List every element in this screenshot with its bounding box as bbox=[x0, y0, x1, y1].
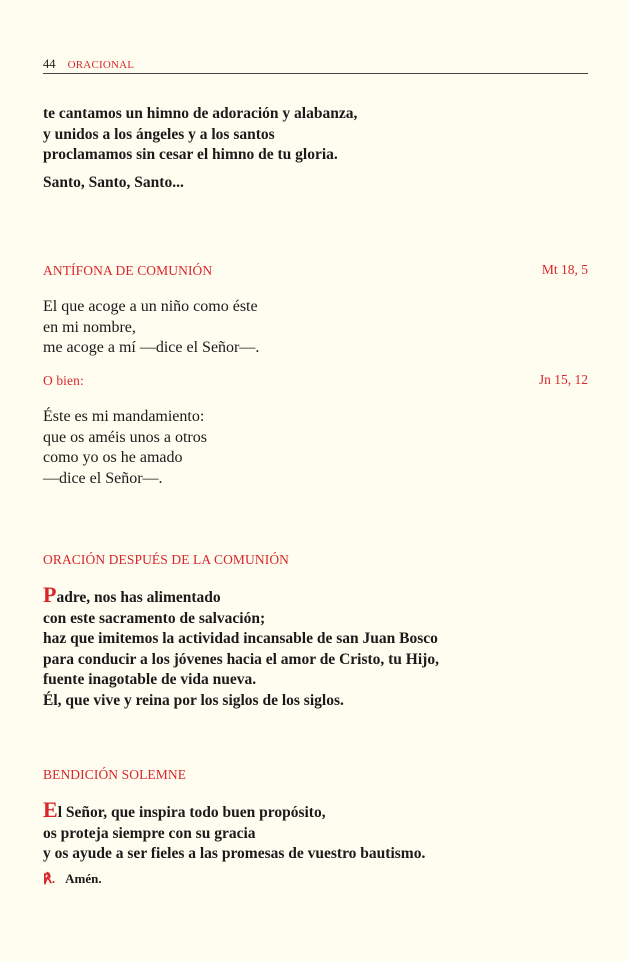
communion-antiphon-heading bbox=[43, 262, 588, 280]
antiphon-text bbox=[43, 297, 588, 359]
post-communion-heading bbox=[43, 551, 588, 569]
running-header bbox=[43, 57, 588, 72]
section-title: ORACIÓN DESPUÉS DE LA COMUNIÓN bbox=[43, 552, 290, 567]
preface-end bbox=[43, 104, 588, 166]
alternative-label: O bien: bbox=[43, 373, 84, 388]
prayer-line: para conducir a los jóvenes hacia el amor de Cristo, tu Hijo, bbox=[43, 650, 439, 668]
initial-letter: E bbox=[43, 797, 58, 822]
response bbox=[43, 871, 588, 887]
preface-line: y unidos a los ángeles y a los santos bbox=[43, 125, 275, 143]
prayer-line: fuente inagotable de vida nueva. bbox=[43, 671, 257, 688]
prayer-line: con este sacramento de salvación; bbox=[43, 609, 266, 627]
response-symbol: ℟. bbox=[43, 871, 56, 886]
section-title: BENDICIÓN SOLEMNE bbox=[43, 767, 187, 782]
blessing-line: y os ayude a ser fieles a las promesas de vuestro bautismo. bbox=[43, 845, 426, 862]
alternative-antiphon-text bbox=[43, 407, 588, 489]
prayer-first-line: Padre, nos has alimentado bbox=[43, 582, 221, 607]
blessing-first-line: El Señor, que inspira todo buen propósito, bbox=[43, 797, 326, 822]
antiphon-line: El que acoge a un niño como éste bbox=[43, 298, 258, 315]
antiphon-line: en mi nombre, bbox=[43, 318, 136, 336]
post-communion-prayer bbox=[43, 582, 588, 711]
section-title: ANTÍFONA DE COMUNIÓN bbox=[43, 263, 213, 278]
prayer-line: haz que imitemos la actividad incansable de san Juan Bosco bbox=[43, 630, 438, 647]
book-title: ORACIONAL bbox=[67, 59, 135, 71]
solemn-blessing-heading bbox=[43, 766, 588, 784]
prayer-line: Él, que vive y reina por los siglos de los siglos. bbox=[43, 691, 344, 709]
page-number: 44 bbox=[43, 57, 56, 71]
scripture-reference: Mt 18, 5 bbox=[541, 262, 588, 277]
antiphon-line: me acoge a mí —dice el Señor—. bbox=[43, 339, 260, 356]
initial-letter: P bbox=[43, 582, 57, 607]
preface-line: proclamamos sin cesar el himno de tu gloria. bbox=[43, 146, 338, 163]
antiphon-line: —dice el Señor—. bbox=[43, 469, 163, 487]
antiphon-line: como yo os he amado bbox=[43, 449, 183, 466]
antiphon-line: que os améis unos a otros bbox=[43, 428, 207, 446]
header-rule bbox=[43, 73, 588, 74]
scripture-reference: Jn 15, 12 bbox=[538, 372, 588, 387]
sanctus-text: Santo, Santo, Santo... bbox=[43, 174, 184, 191]
alternative-heading bbox=[43, 372, 588, 390]
blessing-line: os proteja siempre con su gracia bbox=[43, 824, 256, 842]
antiphon-line: Éste es mi mandamiento: bbox=[43, 408, 205, 425]
response-text: Amén. bbox=[65, 871, 102, 886]
sanctus bbox=[43, 173, 588, 194]
solemn-blessing-text bbox=[43, 797, 588, 865]
preface-line: te cantamos un himno de adoración y alabanza, bbox=[43, 105, 358, 122]
